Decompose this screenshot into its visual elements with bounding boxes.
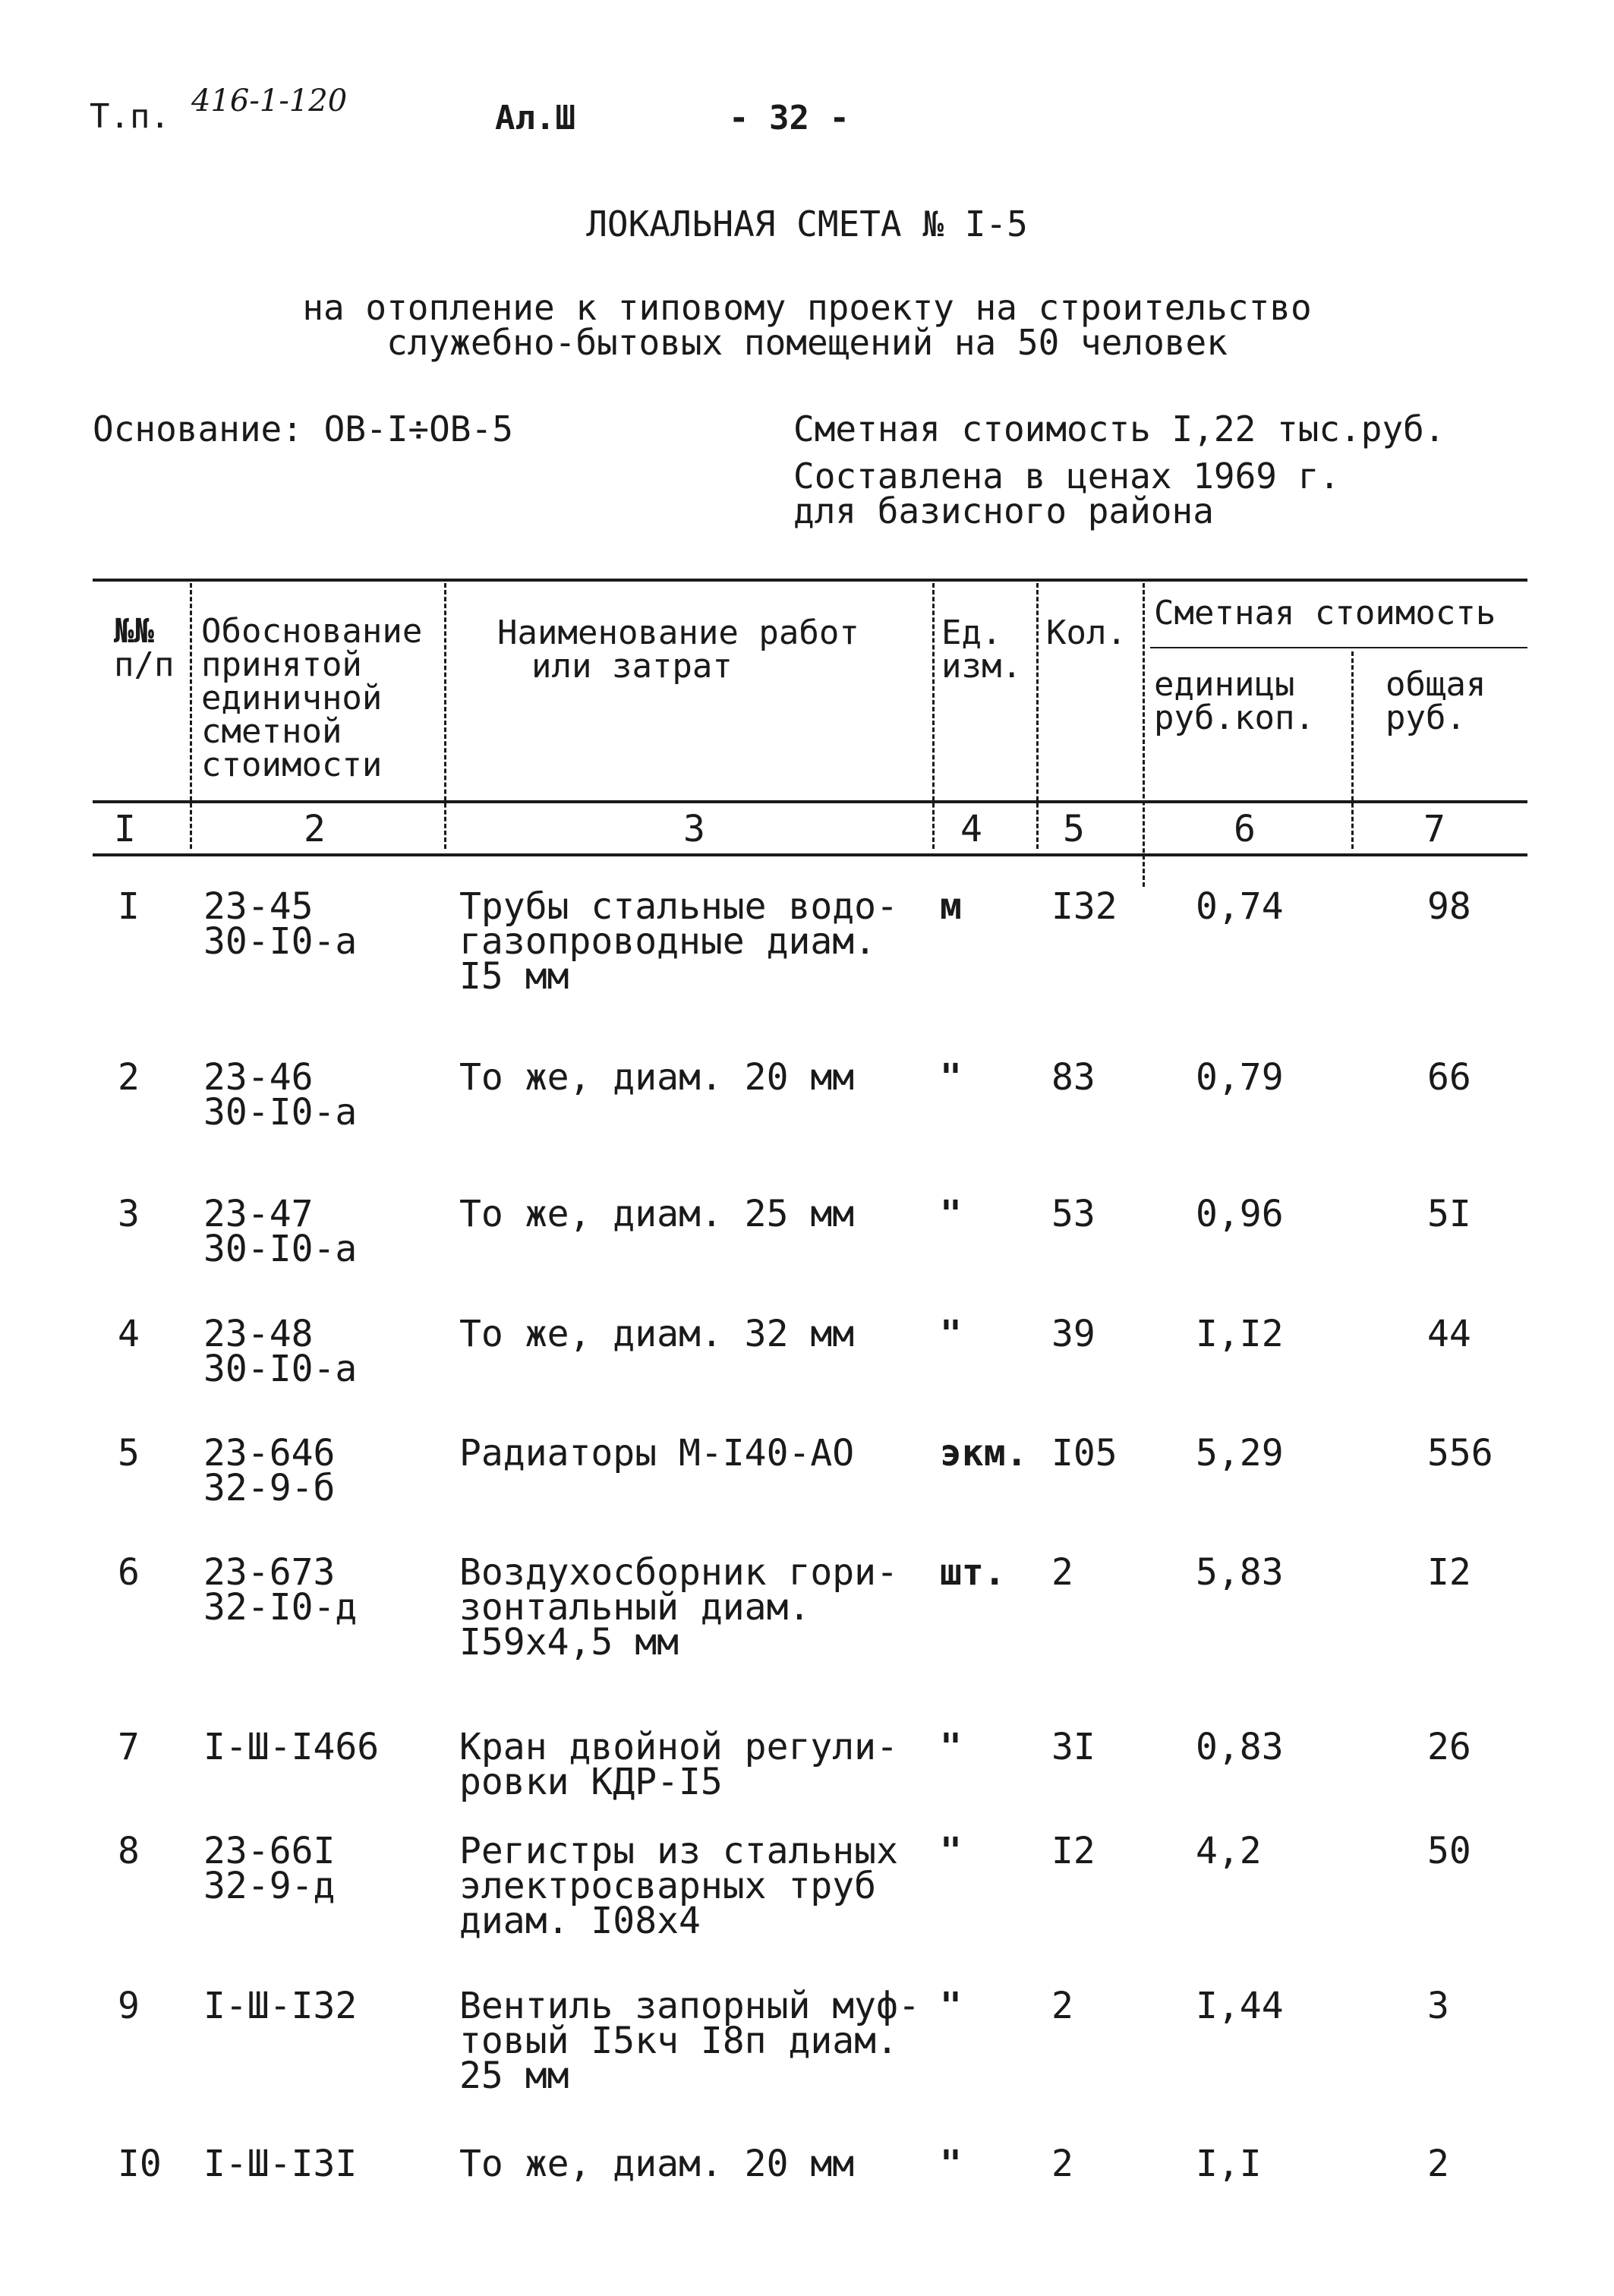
- header-unit-cost-1: единицы: [1154, 665, 1295, 704]
- col-number-5: 5: [1063, 808, 1085, 850]
- row-name: ровки КДР-I5: [459, 1761, 723, 1803]
- document-title: ЛОКАЛЬНАЯ СМЕТА № I-5: [586, 203, 1028, 244]
- header-name-1: Наименование работ: [497, 613, 859, 652]
- col-number-2: 2: [304, 808, 326, 850]
- col-sep-4: [1036, 583, 1039, 849]
- row-basis: 23-646: [203, 1432, 336, 1474]
- row-name: газопроводные диам.: [459, 920, 877, 963]
- row-basis: 32-9-б: [203, 1467, 336, 1509]
- row-total: 66: [1427, 1056, 1471, 1099]
- row-basis: I-Ш-I3I: [203, 2143, 358, 2185]
- row-total: 556: [1427, 1432, 1493, 1474]
- tp-label: Т.п.: [90, 97, 170, 136]
- row-name: То же, диам. 20 мм: [459, 1056, 855, 1099]
- header-basis-1: Обоснование: [201, 612, 423, 651]
- row-unit-cost: 0,83: [1196, 1726, 1284, 1768]
- row-quantity: I05: [1051, 1432, 1118, 1474]
- subtitle-line-2: служебно-бытовых помещений на 50 человек: [386, 322, 1228, 363]
- row-basis: 30-I0-а: [203, 920, 358, 963]
- row-basis: I-Ш-I466: [203, 1726, 380, 1768]
- header-total-2: руб.: [1385, 699, 1466, 737]
- row-unit: ": [940, 1193, 962, 1235]
- header-basis-2: принятой: [201, 645, 362, 684]
- row-unit-cost: 5,29: [1196, 1432, 1284, 1474]
- header-qty: Кол.: [1046, 613, 1127, 652]
- col-sep-1: [190, 583, 192, 849]
- row-quantity: 2: [1051, 1985, 1073, 2027]
- row-name: Радиаторы М-I40-АО: [459, 1432, 855, 1474]
- row-quantity: I32: [1051, 885, 1118, 928]
- row-name: Вентиль запорный муф-: [459, 1985, 920, 2027]
- row-number: I0: [118, 2143, 162, 2185]
- row-unit: экм.: [940, 1432, 1028, 1474]
- row-name: зонтальный диам.: [459, 1586, 811, 1629]
- row-unit-cost: I,I: [1196, 2143, 1262, 2185]
- table-top-rule: [93, 579, 1527, 582]
- row-basis: 30-I0-а: [203, 1228, 358, 1270]
- header-num-1: №№: [114, 612, 154, 651]
- row-unit-cost: 4,2: [1196, 1830, 1262, 1872]
- prices-line-1: Составлена в ценах 1969 г.: [793, 456, 1341, 497]
- row-unit: ": [940, 1313, 962, 1355]
- row-basis: 23-48: [203, 1313, 314, 1355]
- row-total: 2: [1427, 2143, 1449, 2185]
- row-basis: 30-I0-а: [203, 1348, 358, 1390]
- row-quantity: 3I: [1051, 1726, 1095, 1768]
- row-number: 6: [118, 1551, 140, 1594]
- row-unit: м: [940, 885, 962, 928]
- row-name: То же, диам. 32 мм: [459, 1313, 855, 1355]
- row-quantity: 53: [1051, 1193, 1095, 1235]
- row-basis: I-Ш-I32: [203, 1985, 358, 2027]
- row-number: 8: [118, 1830, 140, 1872]
- tp-number: 416-1-120: [191, 84, 348, 118]
- header-bottom-rule: [93, 800, 1527, 803]
- row-number: 4: [118, 1313, 140, 1355]
- cost-group-rule: [1150, 647, 1527, 648]
- col-number-7: 7: [1423, 808, 1445, 850]
- row-number: 3: [118, 1193, 140, 1235]
- column-numbers-rule: [93, 853, 1527, 856]
- estimated-cost: Сметная стоимость I,22 тыс.руб.: [793, 408, 1445, 449]
- row-basis: 23-673: [203, 1551, 336, 1594]
- header-unit-2: изм.: [941, 647, 1022, 686]
- row-total: 50: [1427, 1830, 1471, 1872]
- row-name: Регистры из стальных: [459, 1830, 898, 1872]
- row-quantity: I2: [1051, 1830, 1095, 1872]
- row-basis: 23-66I: [203, 1830, 336, 1872]
- col-sep-3: [932, 583, 935, 849]
- row-unit: ": [940, 1726, 962, 1768]
- header-basis-3: единичной: [201, 679, 383, 718]
- row-name: I5 мм: [459, 955, 569, 998]
- row-total: 3: [1427, 1985, 1449, 2027]
- col-number-6: 6: [1234, 808, 1256, 850]
- row-unit: шт.: [940, 1551, 1006, 1594]
- row-unit-cost: 0,96: [1196, 1193, 1284, 1235]
- prices-line-2: для базисного района: [793, 490, 1214, 531]
- row-number: 5: [118, 1432, 140, 1474]
- col-number-3: 3: [683, 808, 705, 850]
- row-basis: 23-46: [203, 1056, 314, 1099]
- row-basis: 32-I0-д: [203, 1586, 358, 1629]
- row-unit: ": [940, 1985, 962, 2027]
- row-unit: ": [940, 1056, 962, 1099]
- row-name: То же, диам. 20 мм: [459, 2143, 855, 2185]
- row-unit-cost: 5,83: [1196, 1551, 1284, 1594]
- row-name: Кран двойной регули-: [459, 1726, 898, 1768]
- header-basis-5: стоимости: [201, 746, 383, 784]
- row-number: 2: [118, 1056, 140, 1099]
- row-number: I: [118, 885, 140, 928]
- subtitle-line-1: на отопление к типовому проекту на строительство: [302, 287, 1312, 328]
- row-total: 26: [1427, 1726, 1471, 1768]
- row-unit: ": [940, 2143, 962, 2185]
- row-unit: ": [940, 1830, 962, 1872]
- row-total: 5I: [1427, 1193, 1471, 1235]
- col-sep-5: [1143, 583, 1145, 887]
- row-name: I59x4,5 мм: [459, 1621, 679, 1664]
- header-num-2: п/п: [114, 645, 175, 684]
- col-sep-2: [444, 583, 446, 849]
- row-basis: 30-I0-а: [203, 1091, 358, 1134]
- row-basis: 23-47: [203, 1193, 314, 1235]
- row-quantity: 2: [1051, 2143, 1073, 2185]
- col-number-4: 4: [960, 808, 982, 850]
- row-basis: 23-45: [203, 885, 314, 928]
- row-total: 44: [1427, 1313, 1471, 1355]
- row-basis: 32-9-д: [203, 1865, 336, 1907]
- row-name: То же, диам. 25 мм: [459, 1193, 855, 1235]
- header-unit-1: Ед.: [941, 613, 1002, 652]
- row-quantity: 2: [1051, 1551, 1073, 1594]
- header-name-2: или затрат: [531, 647, 733, 686]
- page-number: - 32 -: [729, 99, 850, 137]
- basis-text: Основание: ОВ-I÷ОВ-5: [93, 408, 513, 449]
- row-total: I2: [1427, 1551, 1471, 1594]
- header-cost-group: Сметная стоимость: [1154, 594, 1496, 632]
- row-name: диам. I08x4: [459, 1900, 701, 1942]
- header-basis-4: сметной: [201, 712, 342, 751]
- row-number: 7: [118, 1726, 140, 1768]
- row-unit-cost: 0,74: [1196, 885, 1284, 928]
- col-number-1: I: [114, 808, 136, 850]
- row-name: товый I5кч I8п диам.: [459, 2020, 898, 2062]
- row-number: 9: [118, 1985, 140, 2027]
- row-unit-cost: 0,79: [1196, 1056, 1284, 1099]
- row-unit-cost: I,44: [1196, 1985, 1284, 2027]
- row-quantity: 39: [1051, 1313, 1095, 1355]
- row-name: электросварных труб: [459, 1865, 877, 1907]
- row-quantity: 83: [1051, 1056, 1095, 1099]
- col-sep-6: [1351, 651, 1354, 849]
- album-label: Ал.Ш: [495, 99, 575, 137]
- header-total-1: общая: [1385, 665, 1486, 704]
- row-total: 98: [1427, 885, 1471, 928]
- row-name: 25 мм: [459, 2055, 569, 2097]
- row-name: Воздухосборник гори-: [459, 1551, 898, 1594]
- row-unit-cost: I,I2: [1196, 1313, 1284, 1355]
- header-unit-cost-2: руб.коп.: [1154, 699, 1315, 737]
- row-name: Трубы стальные водо-: [459, 885, 898, 928]
